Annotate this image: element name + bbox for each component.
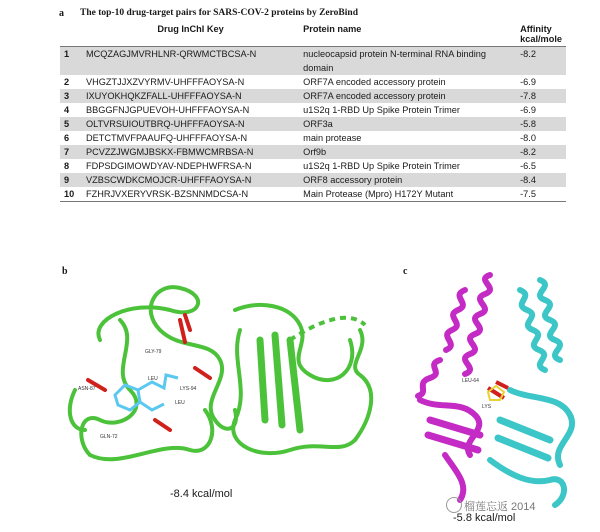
inchi-key-cell: OLTVRSUIOUTBRQ-UHFFFAOYSA-N <box>82 117 299 131</box>
cyan-chain <box>490 280 572 505</box>
residue-labels-c <box>462 378 492 410</box>
affinity-header-line1: Affinity <box>520 24 552 34</box>
drug-target-table <box>60 22 566 202</box>
residue-label-4: LYS-94 <box>180 386 197 392</box>
inchi-key-cell: MCQZAGJMVRHLNR-QRWMCTBCSA-N <box>82 47 299 76</box>
panel-a-label: a <box>59 8 64 19</box>
rank-cell: 9 <box>60 173 82 187</box>
inchi-key-cell: FDPSDGIMOWDYAV-NDEPHWFRSA-N <box>85 161 252 171</box>
table-row <box>60 75 566 89</box>
affinity-cell: -8.2 <box>516 47 566 76</box>
table-header-row <box>60 22 566 47</box>
affinity-cell: -6.5 <box>520 161 536 171</box>
affinity-cell: -6.9 <box>520 77 536 87</box>
affinity-cell: -6.9 <box>520 105 536 115</box>
table-row <box>60 159 566 173</box>
protein-name-cell: ORF3a <box>299 117 516 131</box>
residue-label-5: LEU <box>175 400 185 406</box>
protein-name-cell: main protease <box>303 133 362 143</box>
table-row <box>60 103 566 117</box>
table-row <box>60 89 566 103</box>
protein-name-cell: u1S2q 1-RBD Up Spike Protein Trimer <box>303 161 460 171</box>
table-body <box>60 47 566 202</box>
rank-cell: 4 <box>64 105 70 115</box>
inchi-key-cell: IXUYOKHQKZFALL-UHFFFAOYSA-N <box>82 89 299 103</box>
panel-c-affinity: -5.8 kcal/mol <box>453 512 516 524</box>
protein-name-cell: ORF7A encoded accessory protein <box>299 89 516 103</box>
protein-header: Protein name <box>299 22 516 47</box>
residue-label-2: LEU <box>148 376 158 382</box>
rank-cell: 2 <box>64 77 70 87</box>
rank-cell: 8 <box>64 161 70 171</box>
protein-name-cell: Orf9b <box>299 145 516 159</box>
protein-name-cell: Main Protease (Mpro) H172Y Mutant <box>299 187 516 202</box>
residue-label-c2: LYS <box>482 404 492 410</box>
affinity-cell: -8.2 <box>516 145 566 159</box>
table-row <box>60 187 566 202</box>
rank-cell: 6 <box>64 133 70 143</box>
residue-label-1: GLY-79 <box>145 349 162 355</box>
rank-cell: 5 <box>60 117 82 131</box>
residue-label-6: GLN-72 <box>100 434 118 440</box>
watermark: 榴莲忘返 2014 <box>464 501 536 513</box>
watermark-icon <box>446 497 462 513</box>
table-row <box>60 117 566 131</box>
rank-cell: 3 <box>60 89 82 103</box>
rank-header <box>60 22 82 47</box>
affinity-cell: -8.4 <box>516 173 566 187</box>
panel-b-label: b <box>62 266 68 277</box>
rank-cell: 7 <box>60 145 82 159</box>
rank-cell: 1 <box>60 47 82 76</box>
inchi-key-cell: VZBSCWDKCMOJCR-UHFFFAOYSA-N <box>82 173 299 187</box>
affinity-cell: -8.0 <box>520 133 536 143</box>
protein-name-cell: nucleocapsid protein N-terminal RNA binding domain <box>299 47 516 76</box>
inchi-key-cell: DETCTMVFPAAUFQ-UHFFFAOYSA-N <box>85 133 248 143</box>
inchi-key-cell: VHGZTJJXZVYRMV-UHFFFAOYSA-N <box>85 77 245 87</box>
residue-label-c1: LEU-64 <box>462 378 479 384</box>
panel-c-structure <box>400 270 590 515</box>
table-row <box>60 47 566 76</box>
inchi-key-cell: PCVZZJWGMJBSKX-FBMWCMRBSA-N <box>82 145 299 159</box>
affinity-header <box>516 22 566 47</box>
panel-c-label: c <box>403 266 408 277</box>
contact-residues <box>88 315 210 430</box>
inchi-key-cell: BBGGFNJGPUEVOH-UHFFFAOYSA-N <box>85 105 250 115</box>
rank-cell: 10 <box>60 187 82 202</box>
key-header: Drug InChI Key <box>82 22 299 47</box>
affinity-header-line2: kcal/mole <box>520 34 562 44</box>
protein-name-cell: ORF7A encoded accessory protein <box>303 77 446 87</box>
affinity-cell: -5.8 <box>516 117 566 131</box>
inchi-key-cell: FZHRJVXERYVRSK-BZSNNMDCSA-N <box>82 187 299 202</box>
residue-label-3: ASN-87 <box>78 386 96 392</box>
affinity-cell: -7.8 <box>516 89 566 103</box>
table-row <box>60 131 566 145</box>
magenta-chain <box>418 275 490 500</box>
table-row <box>60 145 566 159</box>
panel-b-structure <box>60 280 400 485</box>
protein-name-cell: ORF8 accessory protein <box>299 173 516 187</box>
panel-b-affinity: -8.4 kcal/mol <box>170 488 233 500</box>
table-row <box>60 173 566 187</box>
table-caption: The top-10 drug-target pairs for SARS-COV-2 proteins by ZeroBind <box>80 8 358 18</box>
affinity-cell: -7.5 <box>516 187 566 202</box>
protein-name-cell: u1S2q 1-RBD Up Spike Protein Trimer <box>303 105 460 115</box>
